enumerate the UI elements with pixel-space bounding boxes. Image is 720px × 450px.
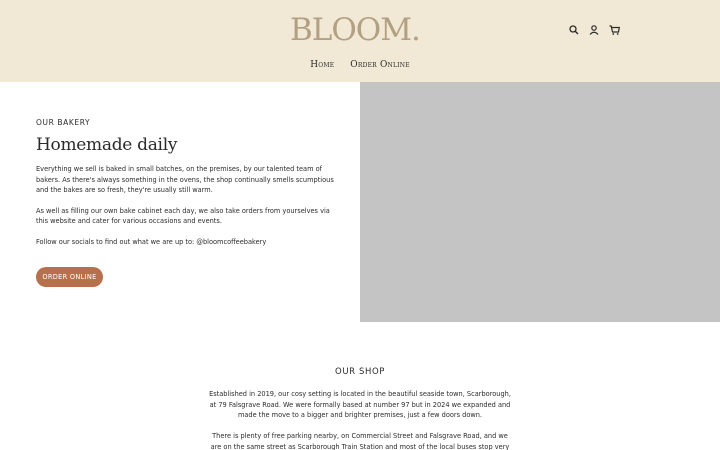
nav-home[interactable]: Home: [310, 60, 335, 70]
logo[interactable]: BLOOM.: [290, 12, 420, 48]
hero-paragraph: Everything we sell is baked in small batches, on the premises, by our talented team of bakers. As there's always something in the ovens, the shop continually smells scumptious and the bakes are so fresh, they're usually still warm.: [36, 165, 334, 194]
hero-text: [36, 118, 336, 247]
account-icon[interactable]: [588, 24, 600, 36]
hero-image-placeholder: [360, 82, 720, 322]
section-eyebrow: OUR BAKERY: [36, 118, 91, 127]
header-icons: [568, 24, 620, 36]
order-online-button[interactable]: ORDER ONLINE: [36, 267, 103, 287]
hero-title: Homemade daily: [36, 135, 178, 155]
shop-paragraph: Established in 2019, our cosy setting is located in the beautiful seaside town, Scarborough, at 79 Falsgrave Road. We were formally based at number 97 but in 2024 we expanded and made the move to a bigger and brighter premises, just a few doors down.: [209, 390, 511, 419]
main-nav: [0, 60, 720, 70]
hero-paragraph: As well as filling our own bake cabinet each day, we also take orders from yourselves via this website and cater for various occasions and events.: [36, 206, 330, 225]
shop-title: OUR SHOP: [335, 367, 385, 377]
cart-icon[interactable]: [608, 24, 620, 36]
shop-section: [0, 322, 720, 450]
hero-paragraph: Follow our socials to find out what we are up to: @bloomcoffeebakery: [36, 237, 267, 246]
nav-order-online[interactable]: Order Online: [350, 60, 410, 70]
site-header: [0, 0, 720, 82]
search-icon[interactable]: [568, 24, 580, 36]
shop-paragraph: There is plenty of free parking nearby, on Commercial Street and Falsgrave Road, and we are on the same street as Scarborough Train Station and most of the local buses stop very: [210, 432, 510, 450]
